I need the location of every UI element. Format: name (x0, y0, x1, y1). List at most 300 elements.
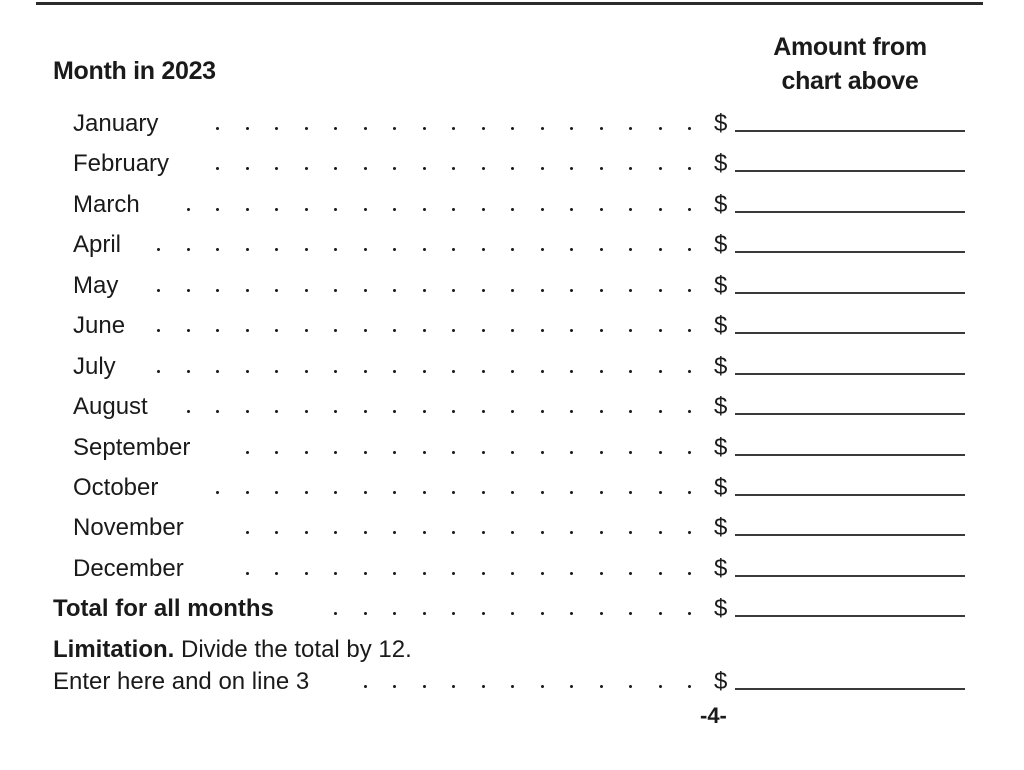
top-rule (36, 2, 983, 5)
leader-dot (364, 451, 367, 454)
leader-dot (452, 208, 455, 211)
amount-entry-line[interactable] (735, 332, 965, 334)
leader-dot (334, 612, 337, 615)
leader-dot (364, 289, 367, 292)
leader-dot (452, 370, 455, 373)
leader-dot (452, 167, 455, 170)
leader-dot (659, 612, 662, 615)
leader-dot (423, 289, 426, 292)
leader-dot (423, 208, 426, 211)
leader-dot (541, 612, 544, 615)
leader-dot (305, 491, 308, 494)
leader-dot (393, 410, 396, 413)
leader-dot (452, 491, 455, 494)
month-column-header: Month in 2023 (53, 57, 216, 85)
leader-dot (275, 451, 278, 454)
row-label: June (73, 312, 126, 339)
leader-dot (659, 208, 662, 211)
leader-dot (275, 572, 278, 575)
leader-dot (629, 208, 632, 211)
leader-dot (659, 451, 662, 454)
leader-dot (216, 370, 219, 373)
row-label: May (73, 272, 119, 299)
leader-dot (216, 329, 219, 332)
leader-dot (511, 289, 514, 292)
leader-dot (511, 531, 514, 534)
amount-entry-line[interactable] (735, 170, 965, 172)
leader-dot (216, 289, 219, 292)
leader-dot (187, 329, 190, 332)
dollar-sign: $ (714, 353, 728, 380)
leader-dot (275, 248, 278, 251)
leader-dot (216, 491, 219, 494)
leader-dot (364, 208, 367, 211)
leader-dot (246, 491, 249, 494)
leader-dot (688, 248, 691, 251)
leader-dot (187, 248, 190, 251)
leader-dot (541, 370, 544, 373)
leader-dot (364, 370, 367, 373)
leader-dot (511, 370, 514, 373)
row-label: August (73, 393, 148, 420)
leader-dot (511, 410, 514, 413)
leader-dot (364, 572, 367, 575)
leader-dot (482, 127, 485, 130)
leader-dot (305, 208, 308, 211)
leader-dot (334, 572, 337, 575)
leader-dot (600, 329, 603, 332)
leader-dot (541, 248, 544, 251)
leader-dot (423, 248, 426, 251)
leader-dot (334, 410, 337, 413)
leader-dot (541, 491, 544, 494)
leader-dot (570, 572, 573, 575)
leader-dot (541, 410, 544, 413)
leader-dot (688, 167, 691, 170)
leader-dot (570, 167, 573, 170)
leader-dot (393, 370, 396, 373)
leader-dot (364, 685, 367, 688)
month-row-december (0, 555, 1024, 595)
leader-dot (541, 127, 544, 130)
leader-dot (393, 208, 396, 211)
leader-dot (629, 612, 632, 615)
leader-dot (600, 612, 603, 615)
leader-dot (452, 289, 455, 292)
leader-dot (393, 451, 396, 454)
leader-dot (600, 289, 603, 292)
amount-entry-line[interactable] (735, 575, 965, 577)
leader-dot (305, 289, 308, 292)
leader-dot (157, 370, 160, 373)
row-label: Enter here and on line 3 (53, 668, 310, 695)
leader-dot (216, 127, 219, 130)
amount-entry-line[interactable] (735, 292, 965, 294)
leader-dot (452, 572, 455, 575)
month-row-august (0, 393, 1024, 433)
leader-dot (334, 451, 337, 454)
leader-dot (216, 208, 219, 211)
leader-dot (423, 167, 426, 170)
month-row-march (0, 191, 1024, 231)
row-label: January (73, 110, 159, 137)
leader-dot (600, 248, 603, 251)
page-number: -4- (700, 703, 727, 728)
amount-entry-line[interactable] (735, 413, 965, 415)
dollar-sign: $ (714, 272, 728, 299)
leader-dot (629, 127, 632, 130)
month-row-april (0, 231, 1024, 271)
month-row-january (0, 110, 1024, 150)
leader-dot (305, 329, 308, 332)
leader-dot (246, 329, 249, 332)
leader-dot (423, 685, 426, 688)
leader-dot (629, 410, 632, 413)
leader-dot (334, 208, 337, 211)
leader-dot (570, 531, 573, 534)
dollar-sign: $ (714, 393, 728, 420)
leader-dot (246, 208, 249, 211)
leader-dot (246, 451, 249, 454)
leader-dot (246, 370, 249, 373)
leader-dot (629, 685, 632, 688)
total-row (0, 595, 1024, 635)
leader-dot (688, 491, 691, 494)
dollar-sign: $ (714, 555, 728, 582)
amount-entry-line[interactable] (735, 251, 965, 253)
leader-dot (688, 410, 691, 413)
leader-dot (482, 248, 485, 251)
leader-dot (216, 410, 219, 413)
leader-dot (187, 289, 190, 292)
dollar-sign: $ (714, 191, 728, 218)
leader-dot (541, 531, 544, 534)
amount-entry-line[interactable] (735, 534, 965, 536)
leader-dot (423, 127, 426, 130)
leader-dot (334, 289, 337, 292)
dollar-sign: $ (714, 312, 728, 339)
leader-dot (482, 572, 485, 575)
month-row-september (0, 434, 1024, 474)
amount-header-line2: chart above (781, 67, 919, 95)
leader-dot (275, 289, 278, 292)
row-label: September (73, 434, 191, 461)
dollar-sign: $ (714, 474, 728, 501)
limitation-instruction (53, 636, 412, 664)
leader-dot (688, 612, 691, 615)
leader-dot (364, 127, 367, 130)
leader-dot (541, 329, 544, 332)
leader-dot (334, 370, 337, 373)
leader-dot (570, 612, 573, 615)
amount-entry-line[interactable] (735, 211, 965, 213)
leader-dot (629, 329, 632, 332)
leader-dot (688, 685, 691, 688)
leader-dot (482, 531, 485, 534)
leader-dot (452, 451, 455, 454)
leader-dot (452, 612, 455, 615)
leader-dot (629, 167, 632, 170)
row-label: November (73, 514, 184, 541)
month-row-june (0, 312, 1024, 352)
leader-dot (305, 127, 308, 130)
leader-dot (305, 370, 308, 373)
dollar-sign: $ (714, 434, 728, 461)
leader-dot (570, 491, 573, 494)
row-label: Total for all months (53, 595, 274, 622)
leader-dot (157, 289, 160, 292)
leader-dot (511, 127, 514, 130)
month-row-november (0, 514, 1024, 554)
leader-dot (570, 208, 573, 211)
leader-dot (334, 248, 337, 251)
row-label: October (73, 474, 159, 501)
leader-dot (364, 612, 367, 615)
limitation-text: Divide the total by 12. (174, 636, 412, 663)
month-row-may (0, 272, 1024, 312)
leader-dot (452, 127, 455, 130)
leader-dot (364, 167, 367, 170)
amount-header-line1: Amount from (773, 33, 927, 61)
leader-dot (511, 248, 514, 251)
leader-dot (393, 329, 396, 332)
leader-dot (157, 248, 160, 251)
month-row-july (0, 353, 1024, 393)
leader-dot (393, 289, 396, 292)
leader-dot (482, 491, 485, 494)
leader-dot (305, 410, 308, 413)
leader-dot (246, 167, 249, 170)
leader-dot (364, 329, 367, 332)
leader-dot (688, 531, 691, 534)
row-label: February (73, 150, 170, 177)
leader-dot (364, 491, 367, 494)
leader-dot (688, 572, 691, 575)
leader-dot (334, 329, 337, 332)
leader-dot (541, 167, 544, 170)
leader-dot (364, 531, 367, 534)
leader-dot (541, 572, 544, 575)
leader-dot (423, 329, 426, 332)
leader-dot (511, 451, 514, 454)
leader-dot (423, 612, 426, 615)
leader-dot (423, 451, 426, 454)
leader-dot (334, 531, 337, 534)
leader-dot (275, 329, 278, 332)
leader-dot (570, 410, 573, 413)
leader-dot (629, 289, 632, 292)
leader-dot (275, 127, 278, 130)
dollar-sign: $ (714, 150, 728, 177)
leader-dot (275, 167, 278, 170)
leader-dot (541, 685, 544, 688)
amount-entry-line[interactable] (735, 494, 965, 496)
leader-dot (600, 451, 603, 454)
leader-dot (688, 329, 691, 332)
leader-dot (275, 491, 278, 494)
leader-dot (659, 167, 662, 170)
amount-entry-line[interactable] (735, 688, 965, 690)
leader-dot (423, 531, 426, 534)
leader-dot (393, 127, 396, 130)
leader-dot (187, 208, 190, 211)
row-label: April (73, 231, 122, 258)
amount-column-header (740, 30, 960, 98)
leader-dot (393, 167, 396, 170)
leader-dot (452, 685, 455, 688)
limitation-label: Limitation. (53, 636, 175, 663)
leader-dot (541, 208, 544, 211)
leader-dot (275, 531, 278, 534)
leader-dot (600, 685, 603, 688)
leader-dot (482, 208, 485, 211)
leader-dot (187, 370, 190, 373)
leader-dot (275, 410, 278, 413)
leader-dot (629, 531, 632, 534)
leader-dot (541, 451, 544, 454)
leader-dot (246, 531, 249, 534)
leader-dot (600, 167, 603, 170)
leader-dot (482, 612, 485, 615)
leader-dot (246, 410, 249, 413)
leader-dot (423, 572, 426, 575)
month-row-october (0, 474, 1024, 514)
month-row-february (0, 150, 1024, 190)
leader-dot (511, 612, 514, 615)
leader-dot (187, 410, 190, 413)
leader-dot (511, 491, 514, 494)
leader-dot (511, 208, 514, 211)
leader-dot (688, 451, 691, 454)
leader-dot (393, 248, 396, 251)
leader-dot (423, 370, 426, 373)
dollar-sign: $ (714, 231, 728, 258)
leader-dot (629, 451, 632, 454)
leader-dot (482, 289, 485, 292)
amount-entry-line[interactable] (735, 615, 965, 617)
leader-dot (659, 370, 662, 373)
amount-entry-line[interactable] (735, 454, 965, 456)
leader-dot (659, 248, 662, 251)
leader-dot (570, 329, 573, 332)
leader-dot (275, 370, 278, 373)
leader-dot (393, 572, 396, 575)
leader-dot (629, 572, 632, 575)
leader-dot (482, 329, 485, 332)
leader-dot (570, 685, 573, 688)
leader-dot (334, 491, 337, 494)
leader-dot (659, 685, 662, 688)
amount-entry-line[interactable] (735, 373, 965, 375)
leader-dot (511, 685, 514, 688)
leader-dot (688, 127, 691, 130)
amount-entry-line[interactable] (735, 130, 965, 132)
leader-dot (570, 451, 573, 454)
leader-dot (393, 685, 396, 688)
leader-dot (600, 531, 603, 534)
leader-dot (482, 370, 485, 373)
leader-dot (629, 248, 632, 251)
leader-dot (305, 531, 308, 534)
leader-dot (688, 208, 691, 211)
leader-dot (305, 248, 308, 251)
leader-dot (511, 329, 514, 332)
leader-dot (482, 451, 485, 454)
leader-dot (659, 410, 662, 413)
leader-dot (246, 127, 249, 130)
leader-dot (482, 167, 485, 170)
leader-dot (659, 329, 662, 332)
leader-dot (393, 612, 396, 615)
leader-dot (452, 531, 455, 534)
leader-dot (511, 572, 514, 575)
leader-dot (216, 167, 219, 170)
leader-dot (511, 167, 514, 170)
dollar-sign: $ (714, 595, 728, 622)
leader-dot (246, 248, 249, 251)
leader-dot (600, 410, 603, 413)
leader-dot (659, 127, 662, 130)
leader-dot (570, 127, 573, 130)
leader-dot (364, 410, 367, 413)
leader-dot (452, 410, 455, 413)
leader-dot (629, 491, 632, 494)
leader-dot (275, 208, 278, 211)
leader-dot (216, 248, 219, 251)
leader-dot (600, 491, 603, 494)
leader-dot (452, 329, 455, 332)
leader-dot (659, 572, 662, 575)
leader-dot (688, 370, 691, 373)
row-label: December (73, 555, 184, 582)
leader-dot (600, 572, 603, 575)
leader-dot (423, 410, 426, 413)
leader-dot (482, 410, 485, 413)
leader-dot (600, 370, 603, 373)
leader-dot (305, 167, 308, 170)
leader-dot (334, 167, 337, 170)
leader-dot (364, 248, 367, 251)
dollar-sign: $ (714, 110, 728, 137)
leader-dot (482, 685, 485, 688)
leader-dot (570, 370, 573, 373)
limitation-entry-row (0, 668, 1024, 708)
leader-dot (246, 289, 249, 292)
leader-dot (659, 531, 662, 534)
leader-dot (659, 289, 662, 292)
leader-dot (570, 248, 573, 251)
leader-dot (659, 491, 662, 494)
row-label: July (73, 353, 116, 380)
leader-dot (600, 127, 603, 130)
leader-dot (246, 572, 249, 575)
leader-dot (541, 289, 544, 292)
leader-dot (600, 208, 603, 211)
dollar-sign: $ (714, 514, 728, 541)
leader-dot (305, 572, 308, 575)
leader-dot (629, 370, 632, 373)
leader-dot (688, 289, 691, 292)
leader-dot (452, 248, 455, 251)
dollar-sign: $ (714, 668, 728, 695)
row-label: March (73, 191, 140, 218)
leader-dot (305, 451, 308, 454)
leader-dot (393, 531, 396, 534)
leader-dot (423, 491, 426, 494)
leader-dot (393, 491, 396, 494)
leader-dot (334, 127, 337, 130)
leader-dot (570, 289, 573, 292)
